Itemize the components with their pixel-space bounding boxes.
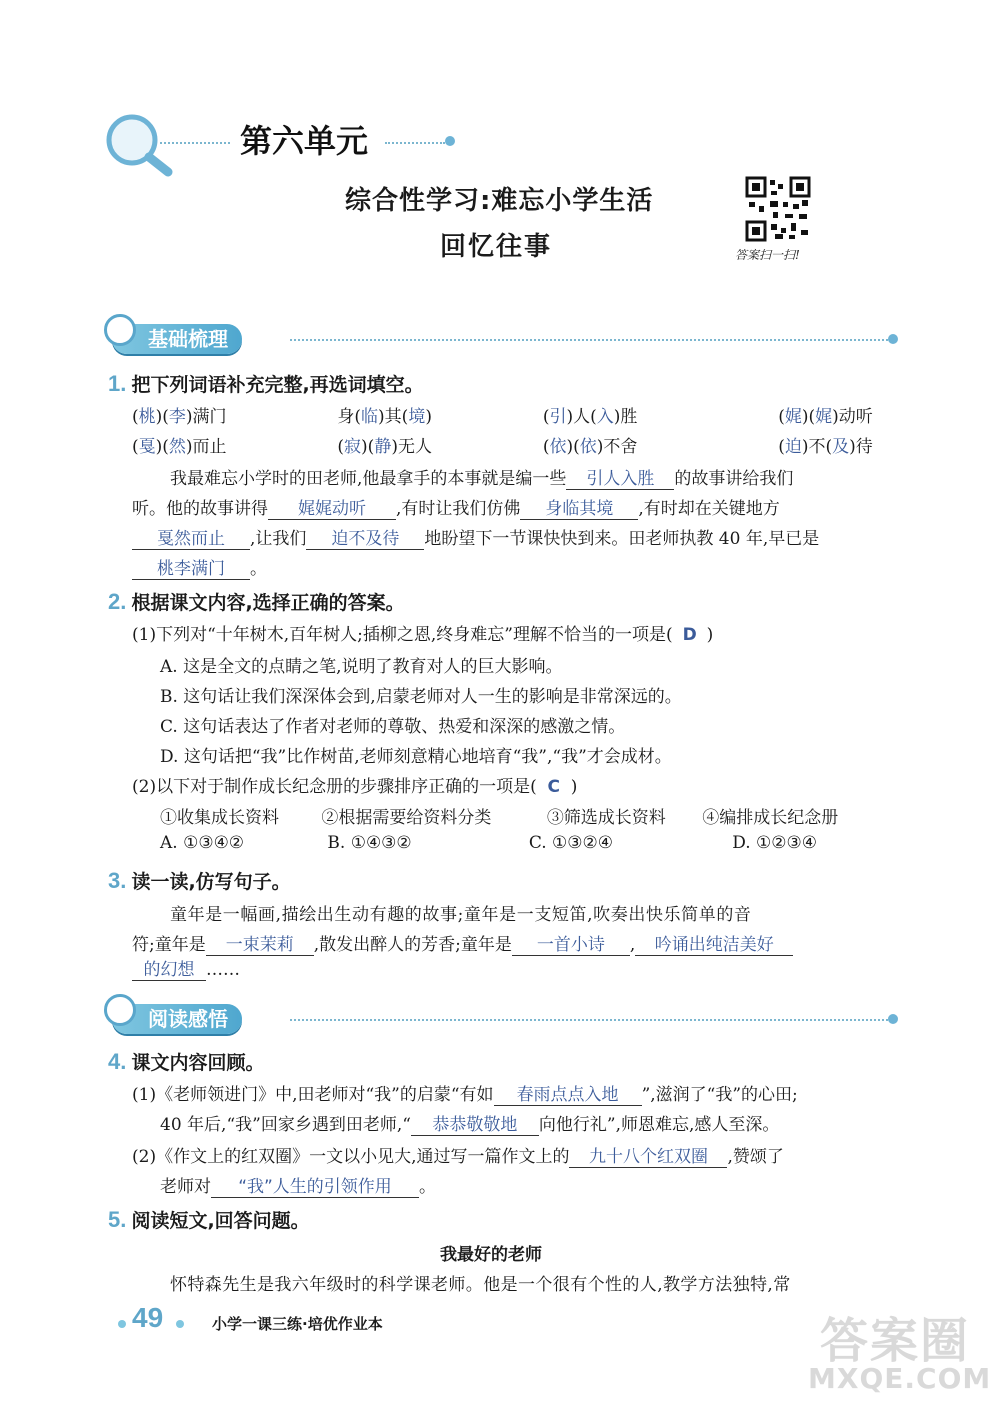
q1-word-5: (戛)(然)而止 [132,437,227,457]
q3-line-2: 符;童年是 一束茉莉 ,散发出醉人的芳香;童年是 一首小诗 , 吟诵出纯洁美好 [132,930,793,956]
q3-title: 读一读,仿写句子。 [131,871,291,893]
section-basic-banner: 基础梳理 [112,324,242,354]
q4-number: 4. [108,1049,127,1074]
q2-option-b: B. 这句话让我们深深体会到,启蒙老师对人一生的影响是非常深远的。 [160,687,682,707]
header-dots-right [385,142,445,144]
lesson-title: 综合性学习:难忘小学生活 [345,186,654,216]
q4-s1-line-2: 40 年后,“我”回家乡遇到田老师,“ 恭恭敬敬地 向他行礼”,师恩难忘,感人至深。 [160,1115,780,1135]
q2-choice-b: B. ①④③② [327,833,412,853]
section-basic-dots [290,339,888,341]
q1-fill-4[interactable]: 戛然而止 [132,529,250,550]
q1-word-4: (娓)(娓)动听 [778,407,873,427]
footer-dot-right [176,1320,184,1328]
q4-fill-3[interactable]: 九十八个红双圈 [569,1147,727,1168]
q5-title: 阅读短文,回答问题。 [131,1210,310,1232]
qr-caption: 答案扫一扫! [735,248,800,262]
q2-steps [160,803,838,828]
book-title: 小学一课三练·培优作业本 [212,1315,383,1333]
q3-heading [108,867,291,894]
q2-number: 2. [108,589,127,614]
q2-step-3: ③筛选成长资料 [546,808,666,828]
q2-step-1: ①收集成长资料 [160,808,279,828]
q4-fill-4[interactable]: “我”人生的引领作用 [211,1177,419,1198]
q3-line-1: 童年是一幅画,描绘出生动有趣的故事;童年是一支短笛,吹奏出快乐简单的音 [170,905,752,925]
section-basic-dot-end [888,334,898,344]
q1-para-line-4: 桃李满门 。 [132,554,267,580]
q2-option-c: C. 这句话表达了作者对老师的尊敬、热爱和深深的感激之情。 [160,717,626,737]
header-dots-left [160,142,230,144]
q4-title: 课文内容回顾。 [131,1052,265,1074]
unit-title: 第六单元 [240,122,369,160]
q4-s1-line-1: (1)《老师领进门》中,田老师对“我”的启蒙“有如 春雨点点入地 ”,滋润了“我”的心田; [132,1085,798,1105]
q1-fill-2[interactable]: 娓娓动听 [268,499,396,520]
q1-fill-1[interactable]: 引人入胜 [566,469,674,490]
q2-choice-d: D. ①②③④ [732,833,818,853]
q2-option-d: D. 这句话把“我”比作树苗,老师刻意精心地培育“我”,“我”才会成材。 [160,747,672,767]
q2-step-2: ②根据需要给资料分类 [321,808,492,828]
q4-s2-line-2: 老师对 “我”人生的引领作用 。 [160,1177,436,1197]
section-reading-dot-end [888,1014,898,1024]
q1-fill-5[interactable]: 迫不及待 [306,529,424,550]
qr-code-icon[interactable] [745,176,811,242]
q2-title: 根据课文内容,选择正确的答案。 [131,592,405,614]
lesson-subtitle: 回忆往事 [440,232,553,262]
q4-heading [108,1048,264,1075]
q2-option-a: A. 这是全文的点睛之笔,说明了教育对人的巨大影响。 [160,657,563,677]
q1-word-8: (迫)不(及)待 [778,437,873,457]
q1-word-2: 身(临)其(境) [337,407,432,427]
q2-choice-a: A. ①③④② [160,833,245,853]
watermark-top: 答案圈 [820,1313,971,1369]
article-title: 我最好的老师 [440,1245,542,1265]
q1-number: 1. [108,371,127,396]
q1-word-6: (寂)(静)无人 [337,437,432,457]
q2-sub2-stem: (2)以下对于制作成长纪念册的步骤排序正确的一项是( C ) [132,777,578,797]
q3-fill-1[interactable]: 一束茉莉 [206,935,314,956]
page-number: 49 [132,1302,164,1333]
q1-word-row-1 [132,402,873,427]
q1-title: 把下列词语补充完整,再选词填空。 [131,374,424,396]
q1-para-line-2: 听。他的故事讲得 娓娓动听 ,有时让我们仿佛 身临其境 ,有时却在关键地方 [132,499,780,519]
q1-word-row-2 [132,432,873,457]
q1-fill-6[interactable]: 桃李满门 [132,559,250,580]
article-line-1: 怀特森先生是我六年级时的科学课老师。他是一个很有个性的人,教学方法独特,常 [170,1275,791,1295]
q5-heading [108,1206,310,1233]
header-dot-end [445,136,455,146]
section-reading-banner: 阅读感悟 [112,1004,242,1034]
q2-sub1-stem: (1)下列对“十年树木,百年树人;插柳之恩,终身难忘”理解不恰当的一项是( D ) [132,625,714,645]
q1-word-7: (依)(依)不舍 [542,437,638,457]
footer-dot-left [118,1320,126,1328]
clock-icon [104,314,136,346]
q1-para-line-3: 戛然而止 ,让我们 迫不及待 地盼望下一节课快快到来。田老师执教 40 年,早已是 [132,524,819,550]
q2-choice-c: C. ①③②④ [528,833,613,853]
q4-fill-2[interactable]: 恭恭敬敬地 [411,1115,539,1136]
q2-sub1-answer[interactable]: D [682,625,697,645]
q1-para-line-1: 我最难忘小学时的田老师,他最拿手的本事就是编一些 引人入胜 的故事讲给我们 [170,469,794,489]
q4-s2-line-1: (2)《作文上的红双圈》一文以小见大,通过写一篇作文上的 九十八个红双圈 ,赞颂了 [132,1147,784,1167]
q3-fill-4[interactable]: 的幻想 [132,960,206,981]
q2-step-4: ④编排成长纪念册 [702,808,839,828]
q1-fill-3[interactable]: 身临其境 [520,499,638,520]
q3-line-3: 的幻想 …… [132,960,240,981]
section-reading-dots [290,1019,888,1021]
clock-icon [104,994,136,1026]
q1-heading [108,370,424,397]
q3-fill-2[interactable]: 一首小诗 [512,935,630,956]
q4-fill-1[interactable]: 春雨点点入地 [494,1085,642,1106]
watermark-bottom: MXQE.COM [808,1362,992,1395]
q1-word-3: (引)人(入)胜 [542,407,638,427]
q2-heading [108,588,405,615]
q2-choices [160,833,817,853]
q1-word-1: (桃)(李)满门 [132,407,227,427]
q3-number: 3. [108,868,127,893]
q3-fill-3[interactable]: 吟诵出纯洁美好 [635,935,793,956]
q2-sub2-answer[interactable]: C [547,777,560,797]
q5-number: 5. [108,1207,127,1232]
